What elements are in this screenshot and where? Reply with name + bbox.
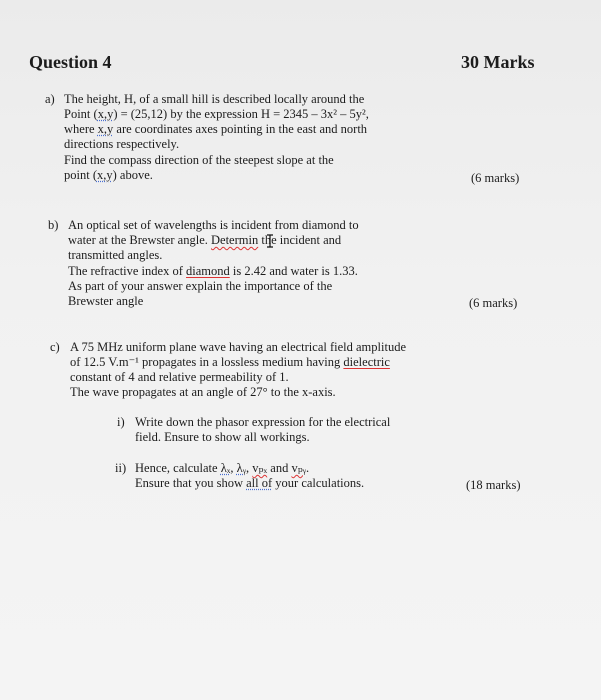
part-c-ii-line-1 bbox=[135, 461, 309, 476]
part-c-marks: (18 marks) bbox=[466, 478, 521, 492]
part-b-diamond-underlined: diamond bbox=[186, 264, 230, 278]
sep-2: , bbox=[246, 461, 253, 475]
part-a-xy-1: x,y bbox=[97, 107, 114, 121]
part-b-line-5: As part of your answer explain the importance of the bbox=[68, 279, 333, 293]
text-cursor-icon bbox=[265, 234, 275, 248]
part-a-line-1: The height, H, of a small hill is described locally around the bbox=[64, 92, 365, 106]
part-a-marks: (6 marks) bbox=[471, 171, 520, 185]
part-c-ii-line-1-pre: Hence, calculate bbox=[135, 461, 221, 475]
part-b-line-6: Brewster angle bbox=[68, 294, 144, 308]
part-b-line-1: An optical set of wavelengths is incident from diamond to bbox=[68, 218, 359, 232]
part-b-line-2-pre: water at the Brewster angle. bbox=[68, 233, 211, 247]
part-a-line-2-post: ) = (25,12) by the expression H = 2345 – 3x² – 5y², bbox=[113, 107, 369, 121]
question-title: Question 4 bbox=[29, 52, 112, 72]
question-total-marks: 30 Marks bbox=[461, 52, 535, 72]
part-c-line-4: The wave propagates at an angle of 27° to the x-axis. bbox=[70, 385, 336, 399]
part-c-i-label: i) bbox=[117, 415, 125, 429]
sep-1: , bbox=[230, 461, 237, 475]
part-a-line-2-pre: Point ( bbox=[64, 107, 98, 121]
part-a-xy-3: x,y bbox=[96, 168, 113, 182]
lambda-y-symbol: λᵧ bbox=[236, 461, 247, 475]
and-word: and bbox=[267, 461, 292, 475]
part-a-line-6 bbox=[64, 168, 153, 183]
vpy-symbol: vₚᵧ bbox=[291, 461, 307, 475]
all-of-underlined: all of bbox=[246, 476, 273, 490]
part-a-line-3-post: are coordinates axes pointing in the east and north bbox=[113, 122, 368, 136]
part-b-label: b) bbox=[48, 218, 59, 232]
part-c-ii-line-2 bbox=[135, 476, 364, 491]
part-c-i-line-2: field. Ensure to show all workings. bbox=[135, 430, 310, 444]
part-c-dielectric-underlined: dielectric bbox=[343, 355, 390, 369]
part-b-spelling-error: Determin bbox=[211, 233, 259, 247]
part-c-ii-line-2-pre: Ensure that you show bbox=[135, 476, 247, 490]
lambda-x-symbol: λₓ bbox=[220, 461, 231, 475]
part-c-line-2 bbox=[70, 355, 390, 370]
part-a-line-6-pre: point ( bbox=[64, 168, 97, 182]
part-b-line-4 bbox=[68, 264, 358, 279]
part-b-line-3: transmitted angles. bbox=[68, 248, 163, 262]
part-b-line-4-pre: The refractive index of bbox=[68, 264, 186, 278]
part-c-label: c) bbox=[50, 340, 60, 354]
part-a-line-6-post: ) above. bbox=[112, 168, 153, 182]
period: . bbox=[306, 461, 310, 475]
vpx-symbol: vₚₓ bbox=[252, 461, 268, 475]
part-c-i-line-1: Write down the phasor expression for the electrical bbox=[135, 415, 391, 429]
part-b-line-2 bbox=[68, 233, 341, 248]
part-a-line-4: directions respectively. bbox=[64, 137, 180, 151]
part-b-line-4-post: is 2.42 and water is 1.33. bbox=[229, 264, 358, 278]
part-c-ii-label: ii) bbox=[115, 461, 127, 475]
part-a-label: a) bbox=[45, 92, 55, 106]
part-a-line-2 bbox=[64, 107, 369, 122]
part-b-marks: (6 marks) bbox=[469, 296, 518, 310]
part-b-line-2-post: the incident and bbox=[258, 233, 342, 247]
part-c-line-3: constant of 4 and relative permeability of 1. bbox=[70, 370, 289, 384]
part-c-ii-line-2-post: your calculations. bbox=[272, 476, 365, 490]
part-a-line-5: Find the compass direction of the steepest slope at the bbox=[64, 153, 334, 167]
part-a-line-3 bbox=[64, 122, 367, 137]
part-a-line-3-pre: where bbox=[64, 122, 98, 136]
part-c-line-2-pre: of 12.5 V.m⁻¹ propagates in a lossless medium having bbox=[70, 355, 344, 369]
part-a-xy-2: x,y bbox=[97, 122, 114, 136]
part-c-line-1: A 75 MHz uniform plane wave having an electrical field amplitude bbox=[70, 340, 406, 354]
